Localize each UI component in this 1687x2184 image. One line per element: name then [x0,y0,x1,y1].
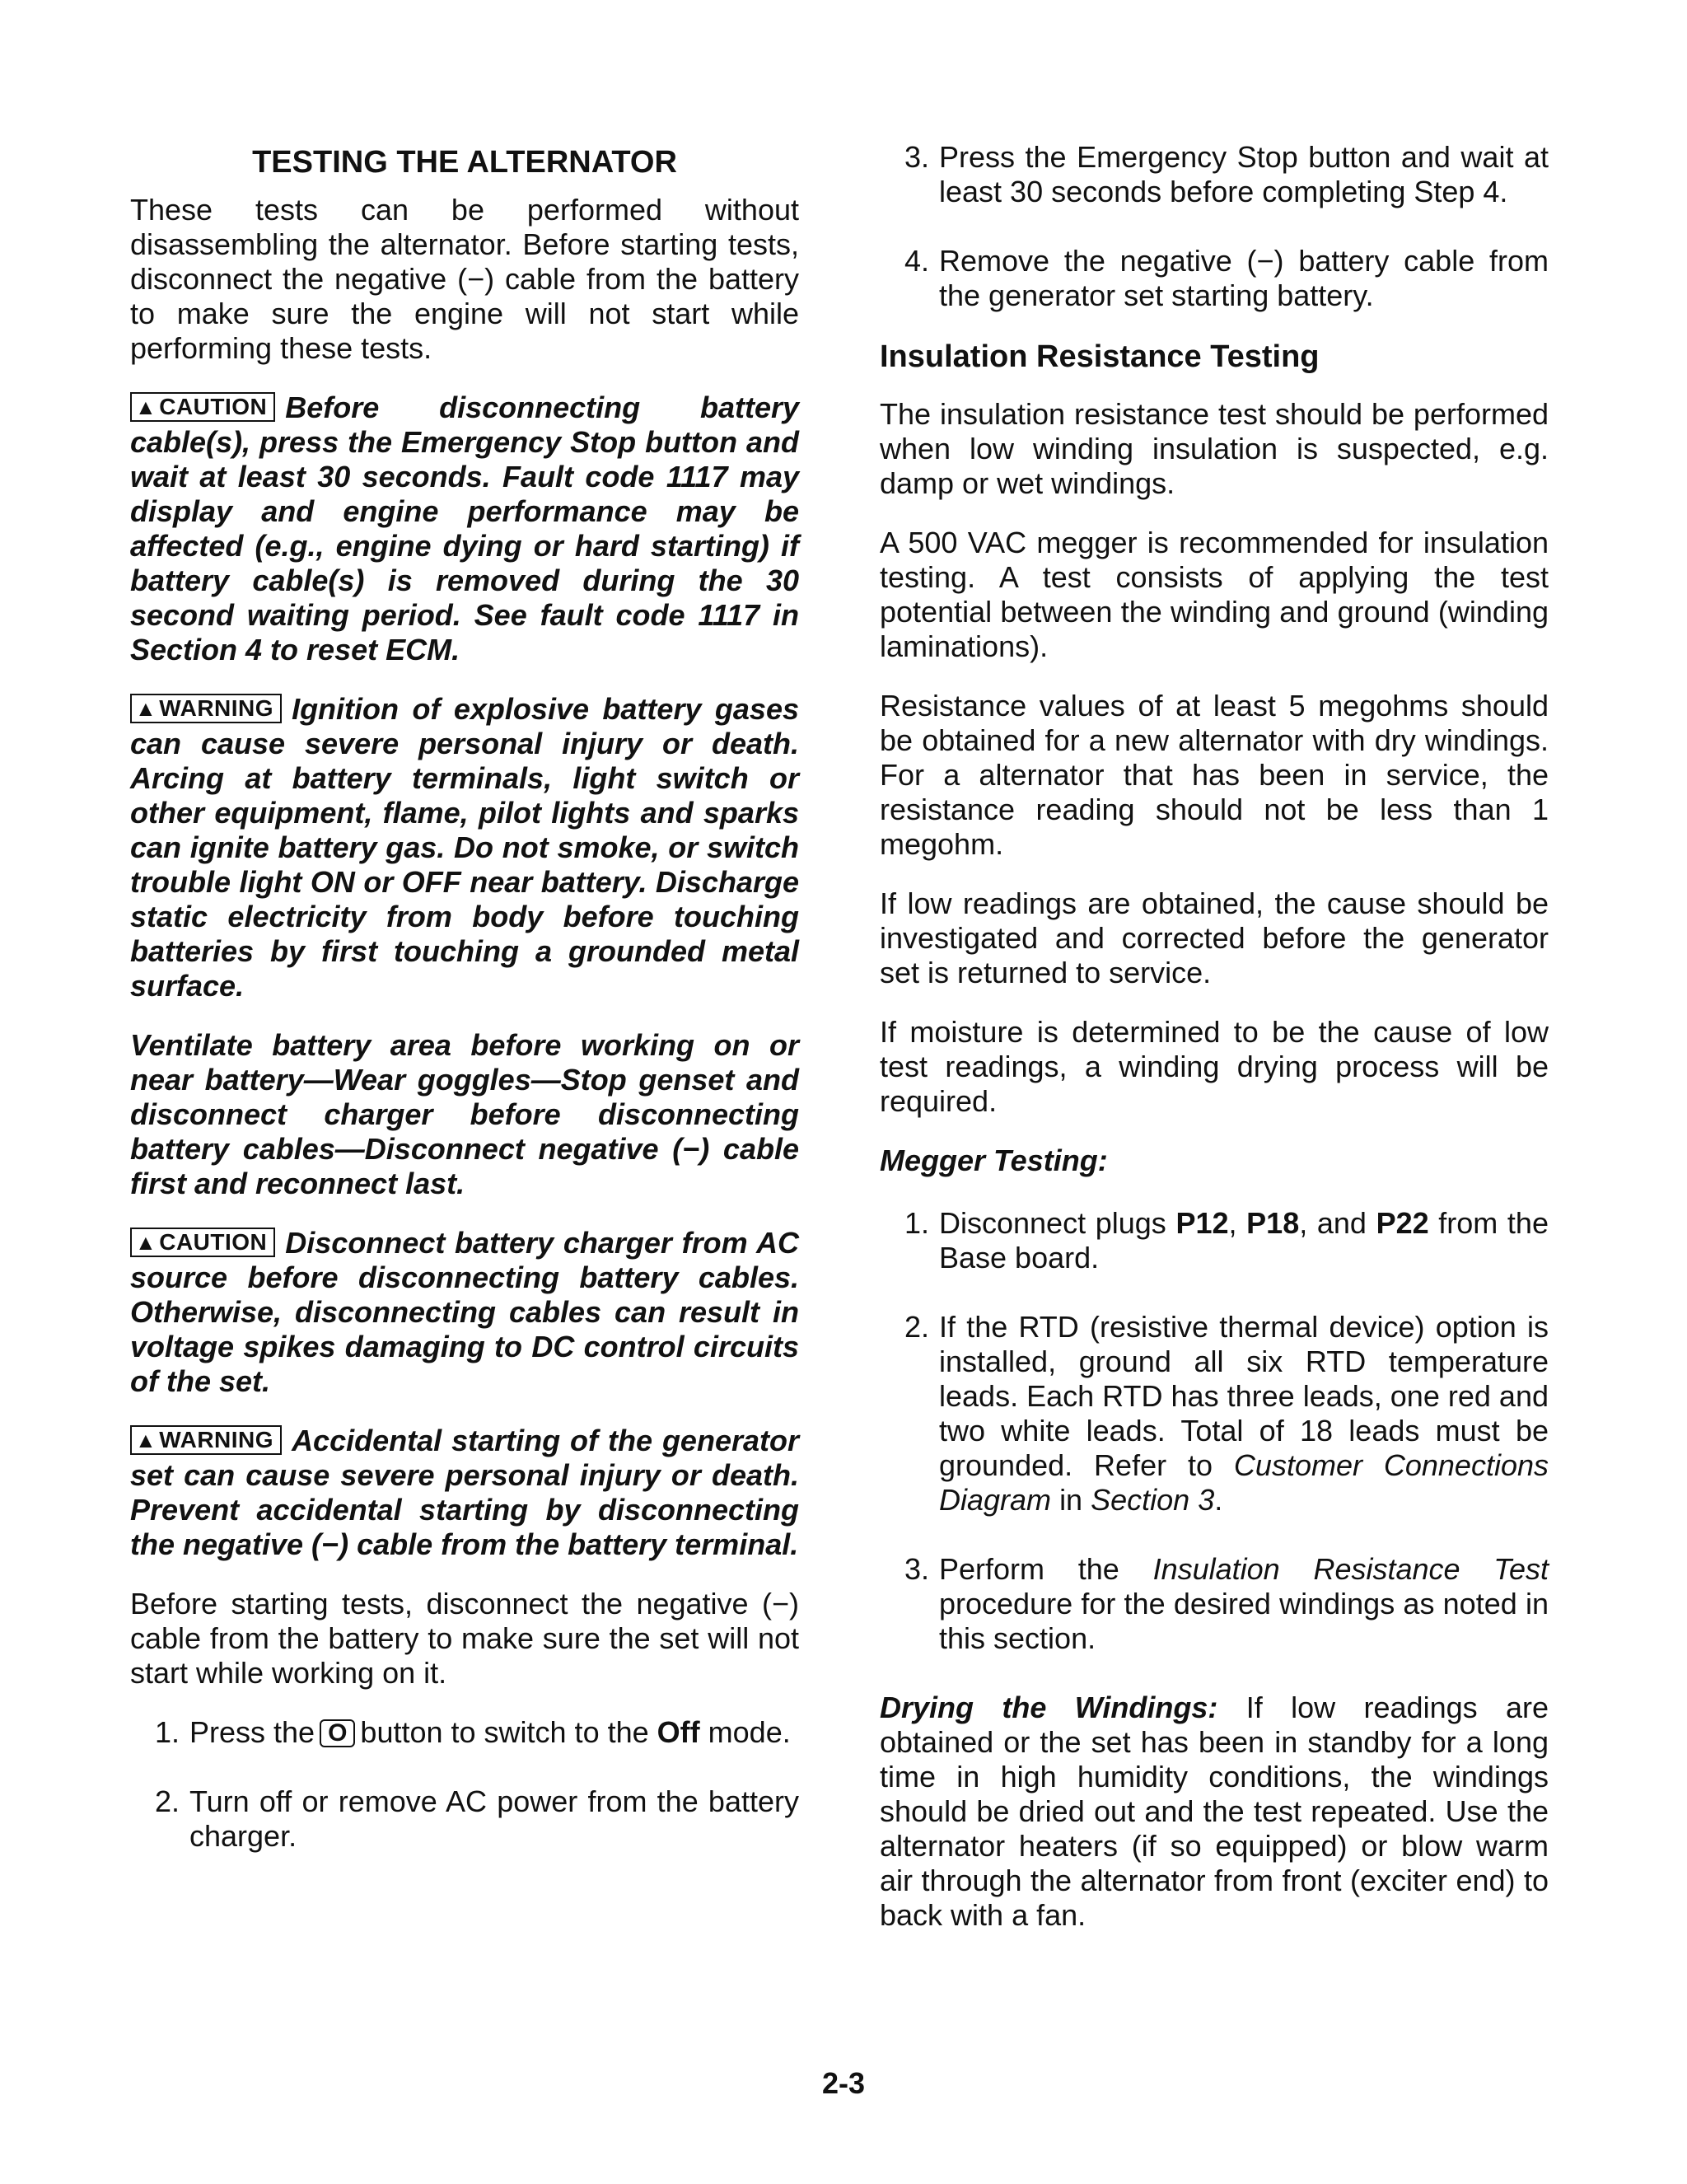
warning-notice-2: ▲ WARNING Accidental starting of the generator set can cause severe personal injury or death. Prevent accidental starting by disconnecting the negative (−) cable from the battery terminal. [130,1424,799,1561]
ir-paragraph-1: The insulation resistance test should be performed when low winding insulation is suspected, e.g. damp or wet windings. [880,397,1549,500]
ir-paragraph-5: If moisture is determined to be the cause of low test readings, a winding drying process will be required. [880,1015,1549,1118]
left-column [130,140,799,1888]
warning-badge: ▲ WARNING [130,1425,282,1455]
caution-badge: ▲ CAUTION [130,1228,275,1257]
warning-triangle-icon: ▲ [135,1428,157,1452]
right-column [880,140,1549,1957]
list-item: 2. If the RTD (resistive thermal device) option is installed, ground all six RTD temperature leads. Each RTD has three leads, one red and two white leads. Total of 18 leads must be grounded. Refer to Customer Connections Diagram in Section 3. [904,1310,1549,1517]
drying-label: Drying the Windings: [880,1691,1218,1724]
step-list-right [880,140,1549,313]
ir-paragraph-4: If low readings are obtained, the cause should be investigated and corrected before the generator set is returned to service. [880,886,1549,989]
ir-paragraph-3: Resistance values of at least 5 megohms should be obtained for a new alternator with dry windings. For a alternator that has been in service, the resistance reading should not be less than 1 megohm. [880,689,1549,861]
insulation-heading: Insulation Resistance Testing [880,339,1320,374]
ir-paragraph-2: A 500 VAC megger is recommended for insulation testing. A test consists of applying the test potential between the winding and ground (winding laminations). [880,526,1549,663]
list-item: 4. Remove the negative (−) battery cable from the generator set starting battery. [904,244,1549,312]
drying-paragraph: Drying the Windings: If low readings are obtained or the set has been in standby for a long time in high humidity conditions, the windings should be dried out and the test repeated. Use the alternator heaters (if so equipped) or blow warm air through the alternator from front (exciter end) to back with a fan. [880,1691,1549,1932]
list-item: 1. Disconnect plugs P12, P18, and P22 from the Base board. [904,1206,1549,1274]
caution-notice-2: ▲ CAUTION Disconnect battery charger from AC source before disconnecting battery cables. Otherwise, disconnecting cables can result in voltage spikes damaging to DC control circuits of the set. [130,1226,799,1398]
intro-paragraph: These tests can be performed without disassembling the alternator. Before starting tests, disconnect the negative (−) cable from the battery to make sure the engine will not start while performing these tests. [130,193,799,365]
warning-triangle-icon: ▲ [135,395,157,419]
warning-triangle-icon: ▲ [135,1230,157,1255]
list-item: 1. Press the O button to switch to the Off mode. [155,1715,791,1749]
warning-notice-1: ▲ WARNING Ignition of explosive battery gases can cause severe personal injury or death. Arcing at battery terminals, light switch or other equipment, flame, pilot lights and sparks can ignite battery gas. Do not smoke, or switch trouble light ON or OFF near battery. Discharge static electricity from body before touching batteries by first touching a grounded metal surface. [130,692,799,1003]
off-key-icon: O [320,1719,355,1747]
before-starting-paragraph: Before starting tests, disconnect the negative (−) cable from the battery to make sure the set will not start while working on it. [130,1587,799,1690]
caution-notice-1: ▲ CAUTION Before disconnecting battery cable(s), press the Emergency Stop button and wait at least 30 seconds. Fault code 1117 may display and engine performance may be affected (e.g., engine dying or hard starting) if battery cable(s) is removed during the 30 second waiting period. See fault code 1117 in Section 4 to reset ECM. [130,391,799,666]
section-title: TESTING THE ALTERNATOR [252,145,677,180]
step-list-left [130,1715,799,1854]
caution-badge: ▲ CAUTION [130,392,275,422]
list-item: 3. Perform the Insulation Resistance Test procedure for the desired windings as noted in this section. [904,1552,1549,1655]
warning-triangle-icon: ▲ [135,696,157,721]
warning-badge: ▲ WARNING [130,694,282,723]
ventilate-notice: Ventilate battery area before working on or near battery—Wear goggles—Stop genset and disconnect charger before disconnecting battery cables—Disconnect negative (−) cable first and reconnect last. [130,1028,799,1200]
list-item: 2. Turn off or remove AC power from the battery charger. [155,1784,799,1853]
list-item: 3. Press the Emergency Stop button and wait at least 30 seconds before completing Step 4. [904,140,1549,208]
megger-heading: Megger Testing: [880,1143,1108,1177]
megger-step-list [880,1206,1549,1656]
page-number: 2-3 [821,2066,866,2100]
